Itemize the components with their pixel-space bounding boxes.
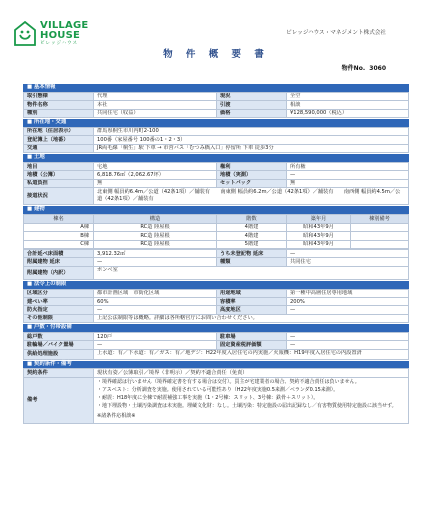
table-row: 取引態様 代理 現況 全空 (24, 92, 409, 100)
table-row: 附属建物 延床 — 種類 共同住宅 (24, 258, 409, 266)
note-line: ・地下埋設物・土壌汚染調査は未実施。埋蔵文化財：なし。土壌汚染：特定施設の届出記録なし／有害物質使用特定施設に該当せず。 (97, 402, 397, 409)
building-table (23, 214, 409, 249)
table-row: 建ぺい率 60% 容積率 200% (24, 297, 409, 305)
table-row: 防火指定 — 高度地区 — (24, 306, 409, 314)
table-row: 登記簿上（地番） 100番（家屋番号 100番の1・2・3） (24, 136, 409, 144)
note-line: ※諸条件応相談※ (97, 413, 136, 420)
table-row: 地積（公簿） 6,818.76㎡（2,062.67坪） 地積（実測） — (24, 171, 409, 179)
property-number: 物件No. 3060 (341, 65, 386, 72)
document-title: 物 件 概 要 書 (163, 49, 269, 60)
table-row: 交通 JR両毛線「桐生」駅 下車 → 市営バス「むつみ橋入口」停留所 下車 徒歩3分 (24, 144, 409, 152)
table-row: その他制限 上記公法制限等は概略。詳細は各所轄官庁にお問い合わせください。 (24, 314, 409, 322)
table-row: 総戸数 120戸 駐車場 — (24, 333, 409, 341)
section-units-facilities: ■ 戸数・付帯設備 (23, 324, 409, 332)
section-building: ■ 建物 (23, 206, 409, 214)
legal-table (23, 289, 409, 324)
table-row: 備考 ・境界確認は行いません（境界確定書を有する場合は交付）。買主が宅建業者の場合、契約不適合責任は負いません。 ・アスベスト：分析調査を実施。使用されている可能性あり（H22年度実施0.5来測／ベランダ0.15来測）。 ・耐震：H18年度に全棟で耐震補強工事を実施（1・2号棟：スリット、3号棟：鉄骨＋スリット）。 ・地下埋設物・土壌汚染調査は未実施。埋蔵文化財：なし。土壌汚染：特定施設の届出記録なし／有害物質使用特定施設に該当せず。 ※諸条件応相談※ (24, 377, 409, 423)
contract-table (23, 368, 409, 423)
table-row: 私道負担 無 セットバック 無 (24, 179, 409, 187)
section-location: ■ 所在地・交通 (23, 119, 409, 127)
table-row: B棟 RC造 陸屋根 4階建 昭和43年9月 (24, 232, 409, 240)
company-name: ビレッジハウス・マネジメント株式会社 (286, 30, 386, 36)
table-row: 駐輪場／バイク置場 — 固定資産税評価額 — (24, 341, 409, 349)
table-row: 種別 共同住宅（収益） 価格 ¥128,590,000（税込） (24, 109, 409, 117)
notes-value (94, 377, 409, 423)
section-land: ■ 土地 (23, 154, 409, 162)
table-row: 供給処理施設 上水道：有／下水道：有／ガス：有／地デジ：H22年度入居住宅の内実施／火報機：H19年度入居住宅の内設置済 (24, 349, 409, 359)
transit-value: JR両毛線「桐生」駅 下車 → 市営バス「むつみ橋入口」停留所 下車 徒歩3分 (94, 144, 409, 152)
building-summary-table (23, 249, 409, 280)
note-line: ・耐震：H18年度に全棟で耐震補強工事を実施（1・2号棟：スリット、3号棟：鉄骨＋スリット）。 (97, 394, 319, 401)
table-row: 物件名称 本社 引渡 相談 (24, 101, 409, 109)
table-row: 地目 宅地 権利 所有権 (24, 162, 409, 170)
document-header (0, 0, 432, 72)
note-line: ・アスベスト：分析調査を実施。使用されている可能性あり（H22年度実施0.5来測／ベランダ0.15来測）。 (97, 387, 339, 394)
village-house-logo (14, 19, 89, 49)
table-row: C棟 RC造 陸屋根 5階建 昭和43年9月 (24, 240, 409, 248)
address-value: 群馬県桐生市川内町2-100 (94, 127, 409, 135)
land-table (23, 162, 409, 206)
table-row: 区域区分 都市計画区域 市街化区域 用途地域 第一種中高層住居専用地域 (24, 289, 409, 297)
note-line: ・境界確認は行いません（境界確定書を有する場合は交付）。買主が宅建業者の場合、契約不適合責任は負いません。 (97, 379, 360, 386)
table-row: A棟 RC造 陸屋根 4階建 昭和43年9月 (24, 223, 409, 231)
table-row: 附属建物（内訳） ポンベ室 (24, 266, 409, 279)
basic-info-table (23, 92, 409, 118)
logo-text: VILLAGE HOUSE ビレッジハウス (40, 20, 89, 46)
section-contract-notes: ■ 契約条件・備考 (23, 361, 409, 369)
table-row: 接道状況 北東側 幅員約6.4m／公道（42条1項）／舗装有 南東側 幅員約6.2m／公道（42条1項）／舗装有 南西側 幅員約4.5m／公道（42条1項）／舗装有 (24, 188, 409, 205)
table-row: 契約条件 現状有姿／公簿取引／境界（非明示）／契約不適合責任（免責） (24, 369, 409, 377)
units-table (23, 332, 409, 360)
table-row: 合計延べ床面積 3,912.32㎡ うち未登記物 延床 — (24, 249, 409, 257)
section-legal-restrictions: ■ 法令上の制限 (23, 281, 409, 289)
table-header-row: 棟名 構造 階数 築年月 棟別備考 (24, 215, 409, 223)
road-access-value: 北東側 幅員約6.4m／公道（42条1項）／舗装有 南東側 幅員約6.2m／公道（42条1項）／舗装有 南西側 幅員約4.5m／公道（42条1項）／舗装有 (94, 188, 409, 205)
table-row: 所在地（住居表示） 群馬県桐生市川内町2-100 (24, 127, 409, 135)
location-table (23, 127, 409, 153)
house-logo-icon (14, 21, 36, 47)
property-sheet (23, 83, 409, 424)
price-value: ¥128,590,000（税込） (287, 109, 409, 117)
section-basic-info: ■ 基本情報 (23, 84, 409, 92)
